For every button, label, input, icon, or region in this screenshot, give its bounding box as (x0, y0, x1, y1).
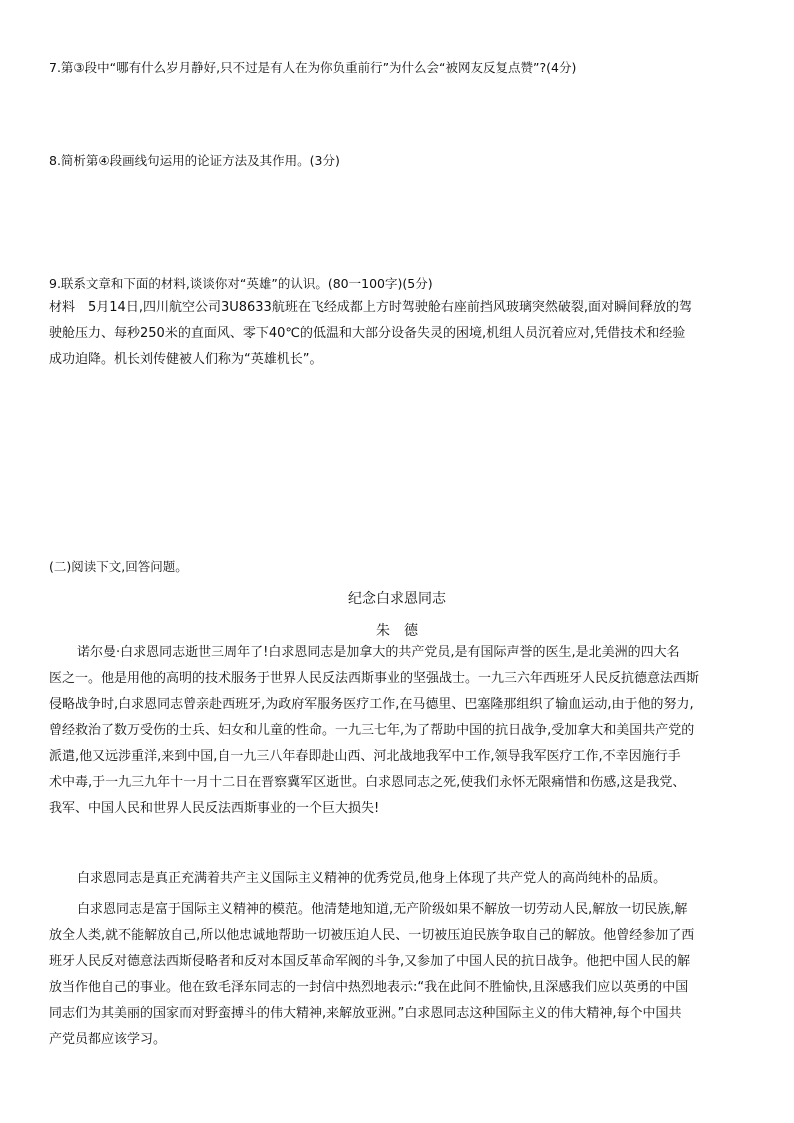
material-block (49, 295, 755, 373)
paragraph-line: 放当作他自己的事业。他在致毛泽东同志的一封信中热烈地表示:“我在此间不胜愉快,且深感我们应以英勇的中国 (49, 980, 689, 995)
article-title: 纪念白求恩同志 (348, 591, 446, 607)
question-7: 7.第③段中“哪有什么岁月静好,只不过是有人在为你负重前行”为什么会“被网友反复点赞”?(4分) (49, 60, 577, 75)
paragraph-line: 产党员都应该学习。 (49, 1032, 167, 1047)
paragraph-line: 白求恩同志是真正充满着共产主义国际主义精神的优秀党员,他身上体现了共产党人的高尚纯朴的品质。 (77, 871, 667, 886)
paragraph-line: 白求恩同志是富于国际主义精神的模范。他清楚地知道,无产阶级如果不解放一切劳动人民,解放一切民族,解 (77, 902, 688, 917)
paragraph-line: 同志们为其美丽的国家而对野蛮搏斗的伟大精神,来解放亚洲。”白求恩同志这种国际主义的伟大精神,每个中国共 (49, 1006, 682, 1021)
paragraph-line: 班牙人民反对德意法西斯侵略者和反对本国反革命军阀的斗争,又参加了中国人民的抗日战争。他把中国人民的解 (49, 954, 691, 969)
section-heading: (二)阅读下文,回答问题。 (49, 559, 188, 574)
paragraph-line: 术中毒,于一九三九年十一月十二日在晋察冀军区逝世。白求恩同志之死,使我们永怀无限痛惜和伤感,这是我党、 (49, 775, 686, 790)
question-9: 9.联系文章和下面的材料,谈谈你对“英雄”的认识。(80一100字)(5分) (49, 276, 433, 291)
paragraph-line: 诺尔曼·白求恩同志逝世三周年了!白求恩同志是加拿大的共产党员,是有国际声誉的医生,是北美洲的四大名 (77, 645, 680, 660)
paragraph-line: 曾经救治了数万受伤的士兵、妇女和儿童的性命。一九三七年,为了帮助中国的抗日战争,受加拿大和美国共产党的 (49, 723, 695, 738)
paragraph-line: 侵略战争时,白求恩同志曾亲赴西班牙,为政府军服务医疗工作,在马德里、巴塞隆那组织了输血运动,由于他的努力, (49, 697, 694, 712)
material-line: 材料 5月14日,四川航空公司3U8633航班在飞经成都上方时驾驶舱右座前挡风玻璃突然破裂,面对瞬间释放的驾 (49, 300, 692, 315)
material-line: 驶舱压力、每秒250米的直面风、零下40℃的低温和大部分设备失灵的困境,机组人员沉着应对,凭借技术和经验 (49, 326, 686, 341)
paragraph-line: 放全人类,就不能解放自己,所以他忠诚地帮助一切被压迫人民、一切被压迫民族争取自己的解放。他曾经参加了西 (49, 928, 695, 943)
paragraph-3 (49, 897, 749, 1053)
material-line: 成功迫降。机长刘传健被人们称为“英雄机长”。 (49, 352, 323, 367)
paragraph-1 (49, 640, 749, 822)
paragraph-line: 派遣,他又远涉重洋,来到中国,自一九三八年春即赴山西、河北战地我军中工作,领导我军医疗工作,不幸因施行手 (49, 749, 681, 764)
paragraph-line: 我军、中国人民和世界人民反法西斯事业的一个巨大损失! (49, 801, 380, 816)
question-8: 8.简析第④段画线句运用的论证方法及其作用。(3分) (49, 153, 340, 168)
article-author: 朱 德 (376, 623, 418, 639)
paragraph-2 (49, 866, 749, 892)
paragraph-line: 医之一。他是用他的高明的技术服务于世界人民反法西斯事业的坚强战士。一九三六年西班牙人民反抗德意法西斯 (49, 671, 700, 686)
